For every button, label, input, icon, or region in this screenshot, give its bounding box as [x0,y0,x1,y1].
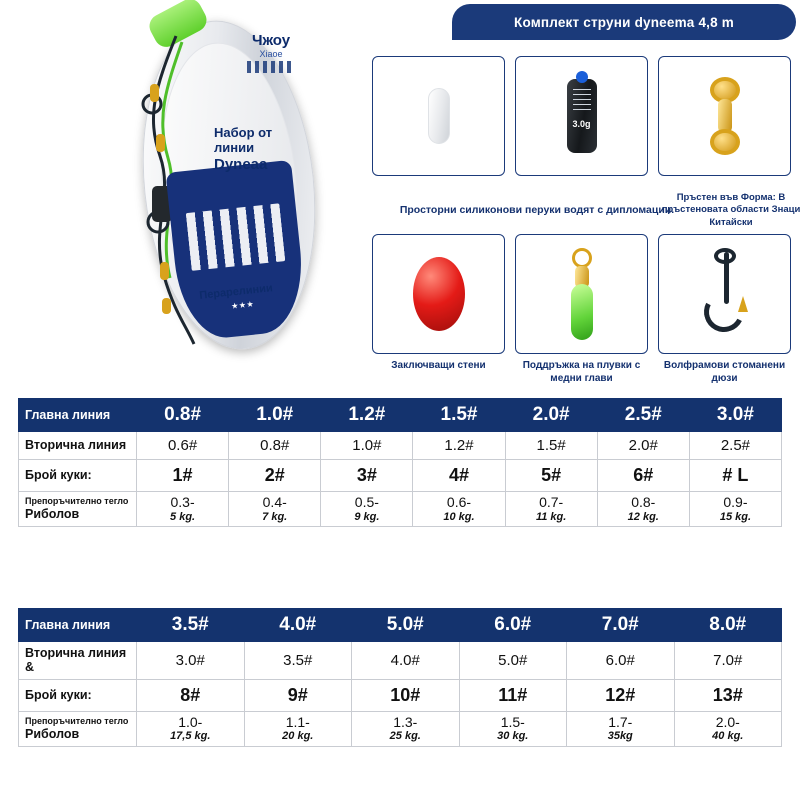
row-label-weight-small-2: Препоръчително тегло [25,715,129,726]
cell-main-3: 1.5# [413,399,505,432]
cell-sec-5: 2.0# [597,432,689,460]
weight2-bottom-1: 20 kg. [282,730,314,743]
row-label-weight-2 [19,711,137,746]
row-label-weight-big: Риболов [25,506,80,521]
weight2-bottom-4: 35kg [607,730,633,743]
feature-box-float [515,234,648,354]
cell2-weight-3 [459,711,567,746]
set-name: Dyneaa [214,155,268,173]
table-row [19,460,782,492]
feature-caption-hook: Волфрамови стоманени дюзи [663,360,786,384]
feature-box-locking-bead [372,234,505,354]
feature-box-hook [658,234,791,354]
weight-bottom-2: 9 kg. [354,510,380,523]
weight-bottom-5: 12 kg. [627,510,659,523]
cell-main-6: 3.0# [689,399,781,432]
cell-main-5: 2.5# [597,399,689,432]
weight2-top-0: 1.0- [178,713,203,730]
spool-label-caption: Перарелинии [198,282,274,302]
spec-table-1-grid [18,398,782,527]
set-title: Набор от [214,125,273,140]
weight-top-4: 0.7- [539,494,564,510]
weight2-top-5: 2.0- [715,713,740,730]
feature-box-sinker [515,56,648,176]
cell2-sec-5: 7.0# [674,642,782,680]
feature-box-silicone [372,56,505,176]
table-row [19,679,782,711]
brand-name-en: Xiaoe [259,49,283,59]
feature-caption-locking-bead: Заключващи стени [391,360,486,371]
swivel-ring-bottom [710,129,740,155]
float-eye [572,248,592,268]
cell-hook-3: 4# [413,460,505,492]
feature-cell-float [515,234,648,385]
cell2-sec-4: 6.0# [567,642,675,680]
feature-caption-swivel: Пръстен във Форма: В пръстеновата области Знаци Китайски [661,192,800,228]
feature-grid [372,56,800,385]
cell-sec-1: 0.8# [229,432,321,460]
weight-bottom-4: 11 kg. [535,510,567,523]
sinker-weight-label: 3.0g [572,119,591,129]
weight2-bottom-5: 40 kg. [712,730,744,743]
cell-sec-6: 2.5# [689,432,781,460]
brand-cjk-mark [247,61,295,73]
header-title: Комплект струни dyneema 4,8 m [514,14,734,30]
weight-bottom-0: 5 kg. [170,510,196,523]
cell2-weight-5 [674,711,782,746]
cell2-hook-1: 9# [244,679,352,711]
cell-weight-1 [229,492,321,527]
table-row [19,432,782,460]
table-row [19,492,782,527]
feature-cell-sinker [515,56,648,176]
brand-block [216,32,326,73]
cell-hook-4: 5# [505,460,597,492]
cell2-main-5: 8.0# [674,609,782,642]
feature-row-2 [372,234,792,385]
glow-float-icon [565,248,599,340]
weight2-bottom-3: 30 kg. [497,730,529,743]
hook-bend [698,287,748,337]
weight2-top-3: 1.5- [500,713,525,730]
cell2-main-2: 5.0# [352,609,460,642]
feature-caption-silicone: Просторни силиконови перуки водят с дипломации. [399,204,675,216]
spool-label-sub: ★★★ [230,299,255,311]
cell-hook-0: 1# [137,460,229,492]
weight2-top-1: 1.1- [285,713,310,730]
row-label-weight-small: Препоръчително тегло [25,496,129,507]
weight-top-6: 0.9- [723,494,748,510]
feature-box-swivel [658,56,791,176]
cell2-weight-4 [567,711,675,746]
float-glow-body [571,284,593,340]
sinker-ridges [573,89,591,111]
feature-cell-locking-bead [372,234,505,385]
set-line: линии [214,139,255,155]
product-photo [96,6,366,376]
row-label-hooks: Брой куки: [19,460,137,492]
row-label-main-line: Главна линия [19,399,137,432]
weight-top-0: 0.3- [170,494,195,510]
cell-main-0: 0.8# [137,399,229,432]
weight-bottom-3: 10 kg. [443,510,475,523]
cell-weight-5 [597,492,689,527]
cell2-sec-0: 3.0# [137,642,245,680]
spec-table-2 [18,608,782,747]
sinker-icon [567,79,597,153]
cell2-weight-2 [352,711,460,746]
row-label-weight [19,492,137,527]
row-label-main-line-2: Главна линия [19,609,137,642]
weight-top-2: 0.5- [354,494,379,510]
fish-hook-icon [698,248,752,340]
cell2-hook-5: 13# [674,679,782,711]
feature-cell-hook [658,234,791,385]
cell2-weight-1 [244,711,352,746]
cell-main-4: 2.0# [505,399,597,432]
feature-cell-swivel [658,56,791,176]
cell-sec-2: 1.0# [321,432,413,460]
weight2-top-4: 1.7- [608,713,633,730]
swivel-body [718,99,732,133]
cell-hook-5: 6# [597,460,689,492]
weight-top-5: 0.8- [631,494,656,510]
cell2-sec-3: 5.0# [459,642,567,680]
cell-sec-0: 0.6# [137,432,229,460]
cell-main-1: 1.0# [229,399,321,432]
table-row [19,711,782,746]
cell-main-2: 1.2# [321,399,413,432]
weight-top-3: 0.6- [446,494,472,510]
cell-weight-0 [137,492,229,527]
silicone-bead-icon [428,88,450,144]
cell2-hook-2: 10# [352,679,460,711]
header-banner [452,4,796,40]
weight-top-1: 0.4- [262,494,287,510]
cell2-hook-3: 11# [459,679,567,711]
weight2-bottom-2: 25 kg. [389,730,421,743]
cell2-weight-0 [137,711,245,746]
swivel-icon [708,77,742,155]
row-label-hooks-2: Брой куки: [19,679,137,711]
cell-weight-4 [505,492,597,527]
cell2-main-0: 3.5# [137,609,245,642]
cell-hook-6: # L [689,460,781,492]
spool-brandmark [186,203,286,271]
cell-hook-1: 2# [229,460,321,492]
weight2-bottom-0: 17,5 kg. [170,730,211,743]
feature-caption-float: Поддръжка на плувки с медни глави [522,360,641,384]
cell-weight-3 [413,492,505,527]
cell2-sec-1: 3.5# [244,642,352,680]
cell-weight-2 [321,492,413,527]
spool-label [165,160,308,342]
set-title-block [214,126,326,173]
cell-sec-4: 1.5# [505,432,597,460]
cell2-hook-4: 12# [567,679,675,711]
red-bead-icon [413,257,465,331]
table-row [19,609,782,642]
hook-point [738,296,748,312]
cell2-sec-2: 4.0# [352,642,460,680]
brand-name-ru: Чжоу [251,32,291,49]
spec-table-2-grid [18,608,782,747]
cell2-main-3: 6.0# [459,609,567,642]
row-label-secondary-line-2: Вторична линия & [19,642,137,680]
row-label-weight-big-2: Риболов [25,726,80,741]
cell-weight-6 [689,492,781,527]
sinker-cap-icon [576,71,588,83]
cell-sec-3: 1.2# [413,432,505,460]
feature-row-1 [372,56,800,228]
weight-bottom-6: 15 kg. [719,510,752,523]
feature-cell-silicone [372,56,505,176]
table-row [19,642,782,680]
table-row [19,399,782,432]
cell2-hook-0: 8# [137,679,245,711]
cell-hook-2: 3# [321,460,413,492]
cell2-main-4: 7.0# [567,609,675,642]
weight-bottom-1: 7 kg. [262,510,288,523]
row-label-secondary-line: Вторична линия [19,432,137,460]
cell2-main-1: 4.0# [244,609,352,642]
weight2-top-2: 1.3- [393,713,418,730]
spec-table-1 [18,398,782,527]
